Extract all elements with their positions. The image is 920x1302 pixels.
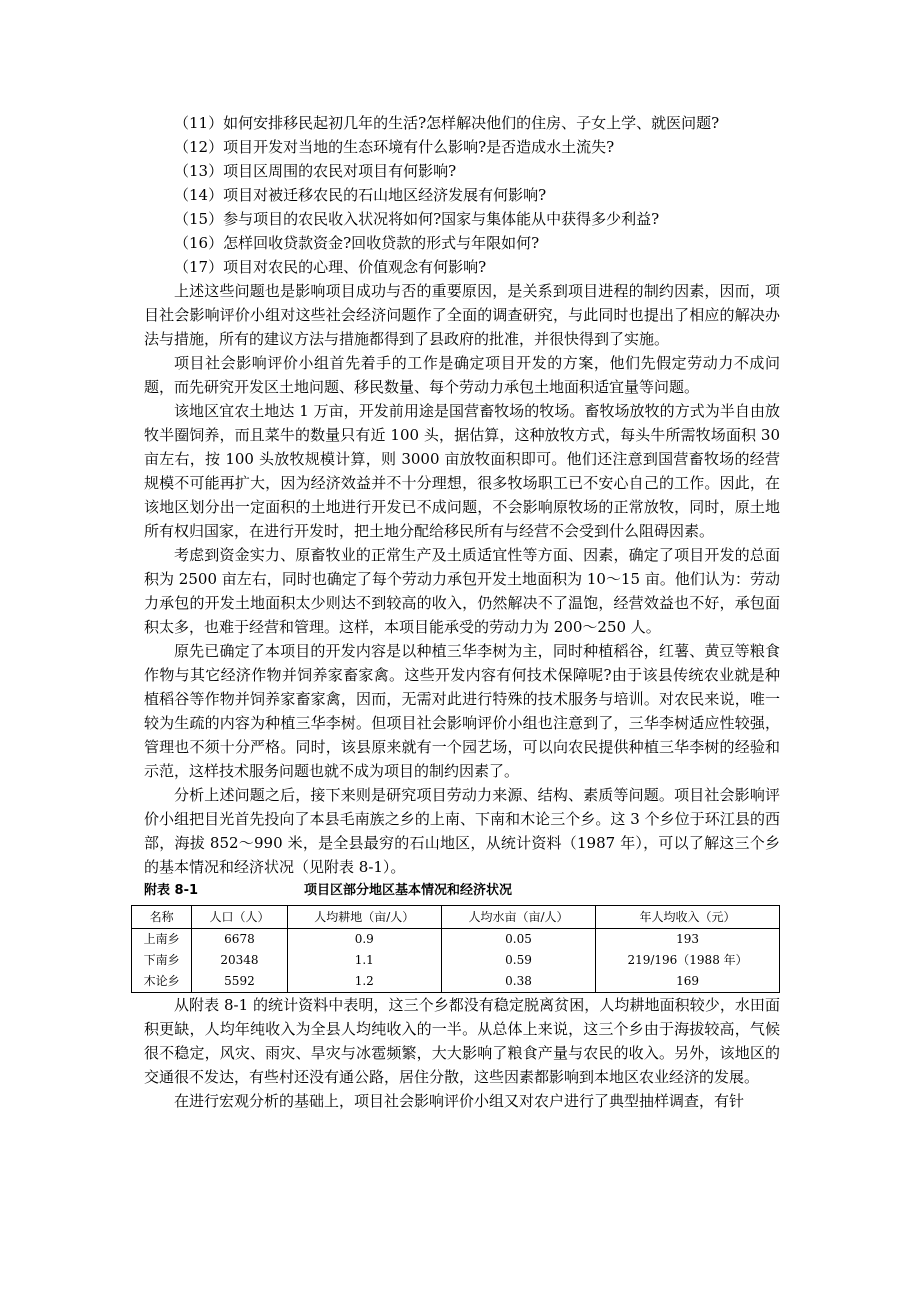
column-header-income-per-capita: 年人均收入（元） [596,906,780,929]
paragraph: 该地区宜农土地达 1 万亩，开发前用途是国营畜牧场的牧场。畜牧场放牧的方式为半自由放牧半圈饲养，而且菜牛的数量只有近 100 头，据估算，这种放牧方式，每头牛所需牧场面积 30 亩左右，按 100 头放牧规模计算，则 3000 亩放牧面积即可。他们还注意到国营畜牧场的经营规模不可能再扩大，因为经济效益并不十分理想，很多牧场职工已不安心自己的工作。因此，在该地区划分出一定面积的土地进行开发已不成问题，不会影响原牧场的正常放牧，同时，原土地所有权归国家，在进行开发时，把土地分配给移民所有与经营不会受到什么阻碍因素。 [144,402,780,540]
table-cell: 0.38 [441,971,595,993]
paragraph: 项目社会影响评价小组首先着手的工作是确定项目开发的方案，他们先假定劳动力不成问题，而先研究开发区土地问题、移民数量、每个劳动力承包土地面积适宜量等问题。 [144,354,780,396]
question-list [144,111,780,279]
table-cell: 1.1 [287,950,441,971]
table-cell: 0.05 [441,929,595,951]
paragraph: 原先已确定了本项目的开发内容是以种植三华李树为主，同时种植稻谷，红薯、黄豆等粮食作物与其它经济作物并饲养家畜家禽。这些开发内容有何技术保障呢?由于该县传统农业就是种植稻谷等作物并饲养家畜家禽，因而，无需对此进行特殊的技术服务与培训。对农民来说，唯一较为生疏的内容为种植三华李树。但项目社会影响评价小组也注意到了，三华李树适应性较强，管理也不须十分严格。同时，该县原来就有一个园艺场，可以向农民提供种植三华李树的经验和示范，这样技术服务问题也就不成为项目的制约因素了。 [144,642,780,780]
paragraph: 从附表 8-1 的统计资料中表明，这三个乡都没有稳定脱离贫困，人均耕地面积较少，水田面积更缺，人均年纯收入为全县人均纯收入的一半。从总体上来说，这三个乡由于海拔较高，气候很不稳定，风灾、雨灾、旱灾与冰雹频繁，大大影响了粮食产量与农民的收入。另外，该地区的交通很不发达，有些村还没有通公路，居住分散，这些因素都影响到本地区农业经济的发展。 [144,996,780,1086]
table-header-row [132,906,780,929]
question-item: （15）参与项目的农民收入状况将如何?国家与集体能从中获得多少利益? [174,210,660,228]
table-cell: 1.2 [287,971,441,993]
table-cell: 木论乡 [132,971,192,993]
column-header-population: 人口（人） [192,906,287,929]
table-number: 附表 8-1 [144,883,199,898]
column-header-name: 名称 [132,906,192,929]
table-cell: 0.9 [287,929,441,951]
table-row [132,971,780,993]
table-cell: 5592 [192,971,287,993]
question-item: （13）项目区周围的农民对项目有何影响? [174,162,457,180]
question-item: （17）项目对农民的心理、价值观念有何影响? [174,258,487,276]
column-header-farmland-per-capita: 人均耕地（亩/人） [287,906,441,929]
table-cell: 上南乡 [132,929,192,951]
document-page [144,111,780,1113]
question-item: （11）如何安排移民起初几年的生活?怎样解决他们的住房、子女上学、就医问题? [174,114,720,132]
table-row [132,929,780,951]
table-cell: 20348 [192,950,287,971]
column-header-paddy-per-capita: 人均水亩（亩/人） [441,906,595,929]
table-cell: 193 [596,929,780,951]
table-cell: 169 [596,971,780,993]
data-table [131,905,780,993]
paragraph: 在进行宏观分析的基础上，项目社会影响评价小组又对农户进行了典型抽样调查，有针 [174,1092,745,1110]
question-item: （12）项目开发对当地的生态环境有什么影响?是否造成水土流失? [174,138,615,156]
body-text-after-table [144,993,780,1113]
question-item: （16）怎样回收贷款资金?回收贷款的形式与年限如何? [174,234,540,252]
question-item: （14）项目对被迁移农民的石山地区经济发展有何影响? [174,186,547,204]
table-cell: 219/196（1988 年） [596,950,780,971]
paragraph: 上述这些问题也是影响项目成功与否的重要原因，是关系到项目进程的制约因素，因而，项目社会影响评价小组对这些社会经济问题作了全面的调查研究，与此同时也提出了相应的解决办法与措施，所有的建议方法与措施都得到了县政府的批准，并很快得到了实施。 [144,282,780,348]
paragraph: 考虑到资金实力、原畜牧业的正常生产及土质适宜性等方面、因素，确定了项目开发的总面积为 2500 亩左右，同时也确定了每个劳动力承包开发土地面积为 10～15 亩。他们认为：劳动力承包的开发土地面积太少则达不到较高的收入，仍然解决不了温饱，经营效益也不好，承包面积太多，也难于经营和管理。这样，本项目能承受的劳动力为 200～250 人。 [144,546,780,636]
table-cell: 0.59 [441,950,595,971]
table-cell: 6678 [192,929,287,951]
body-text-before-table [144,279,780,879]
table-cell: 下南乡 [132,950,192,971]
paragraph: 分析上述问题之后，接下来则是研究项目劳动力来源、结构、素质等问题。项目社会影响评价小组把目光首先投向了本县毛南族之乡的上南、下南和木论三个乡。这 3 个乡位于环江县的西部，海拔 852～990 米，是全县最穷的石山地区，从统计资料（1987 年），可以了解这三个乡的基本情况和经济状况（见附表 8-1）。 [144,786,780,876]
table-caption [144,881,780,901]
table-title: 项目区部分地区基本情况和经济状况 [304,883,513,898]
table-row [132,950,780,971]
